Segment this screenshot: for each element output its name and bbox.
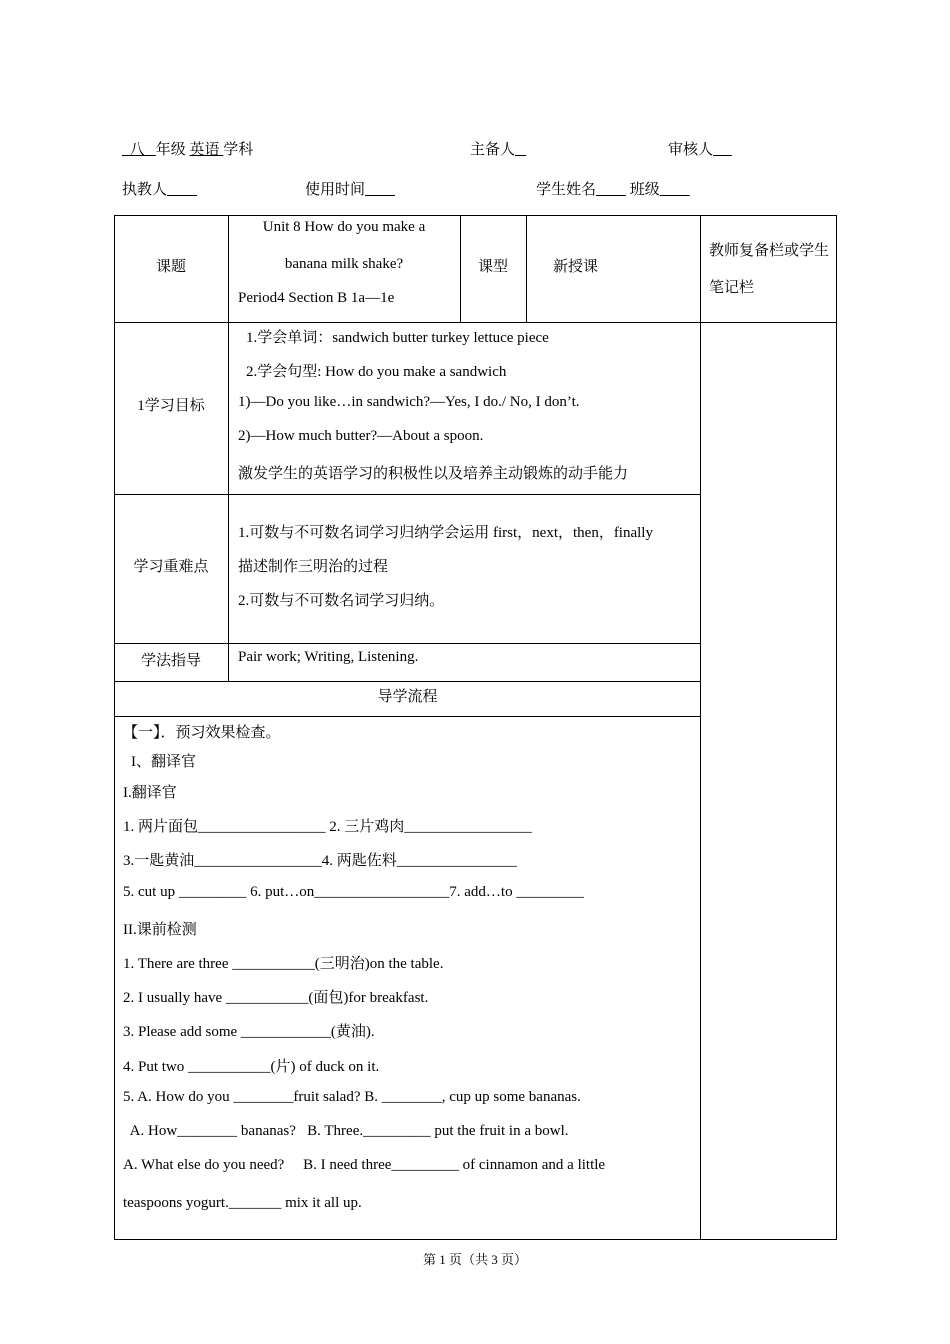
flow-line-14: A. What else do you need? B. I need three_________ of cinnamon and a little: [123, 1157, 606, 1173]
grade-value: 八: [129, 142, 145, 158]
reviewer-field: 审核人: [668, 142, 714, 158]
topic-label: 课题: [155, 259, 186, 275]
method-label: 学法指导: [140, 653, 201, 669]
class-label: 班级: [629, 182, 660, 198]
subject-label: 学科: [223, 142, 254, 158]
goal-line-1: 1.学会单词：sandwich butter turkey lettuce piece: [246, 330, 549, 346]
flow-line-1: 【一】．预习效果检查。: [123, 725, 281, 741]
time-field: 使用时间: [305, 182, 366, 198]
flow-line-2: I、翻译官: [131, 754, 196, 770]
teacher-field: 执教人: [122, 182, 168, 198]
flow-line-12: 5. A. How do you ________fruit salad? B. ________, cup up some bananas.: [123, 1089, 581, 1105]
topic-title-line3: Period4 Section B 1a—1e: [238, 290, 395, 306]
flow-line-5: 3.一匙黄油_________________4. 两匙佐料________________: [123, 853, 517, 869]
flow-line-13: A. How________ bananas? B. Three._________ put the fruit in a bowl.: [123, 1123, 569, 1139]
flow-line-8: 1. There are three ___________(三明治)on the table.: [123, 956, 444, 972]
type-value: 新授课: [553, 259, 599, 275]
student-field: 学生姓名 班级: [536, 182, 660, 198]
topic-title-line1: Unit 8 How do you make a: [262, 219, 426, 235]
type-label: 课型: [477, 259, 508, 275]
difficulty-line-1: 1.可数与不可数名词学习归纳学会运用 first，next，then，finally: [238, 525, 653, 541]
flow-line-15: teaspoons yogurt._______ mix it all up.: [123, 1195, 362, 1211]
preparer-field: 主备人: [470, 142, 516, 158]
grade-field: [122, 138, 253, 159]
flow-line-10: 3. Please add some ____________(黄油).: [123, 1024, 375, 1040]
difficulty-line-2: 描述制作三明治的过程: [238, 559, 389, 575]
goal-line-4: 2)—How much butter?—About a spoon.: [238, 428, 484, 444]
flow-line-6: 5. cut up _________ 6. put…on__________________7. add…to _________: [123, 884, 584, 900]
flow-title: 导学流程: [377, 689, 438, 705]
flow-line-11: 4. Put two ___________(片) of duck on it.: [123, 1059, 380, 1075]
difficulty-line-3: 2.可数与不可数名词学习归纳。: [238, 593, 445, 609]
goal-line-2: 2.学会句型: How do you make a sandwich: [246, 364, 507, 380]
flow-line-4: 1. 两片面包_________________ 2. 三片鸡肉_________________: [123, 819, 532, 835]
grade-label: 年级: [155, 142, 186, 158]
method-value: Pair work; Writing, Listening.: [238, 649, 419, 665]
flow-line-3: I.翻译官: [123, 785, 177, 801]
goals-label: 1学习目标: [137, 398, 205, 414]
goal-line-3: 1)—Do you like…in sandwich?—Yes, I do./ No, I don’t.: [238, 394, 580, 410]
flow-line-9: 2. I usually have ___________(面包)for breakfast.: [123, 990, 429, 1006]
page-footer: 第 1 页（共 3 页）: [422, 1252, 527, 1267]
difficulty-label: 学习重难点: [133, 559, 209, 575]
goal-line-5: 激发学生的英语学习的积极性以及培养主动锻炼的动手能力: [238, 466, 629, 482]
topic-title-line2: banana milk shake?: [284, 256, 404, 272]
notes-header: 教师复备栏或学生笔记栏: [709, 243, 830, 296]
subject-value: 英语: [189, 142, 220, 158]
flow-line-7: II.课前检测: [123, 922, 197, 938]
